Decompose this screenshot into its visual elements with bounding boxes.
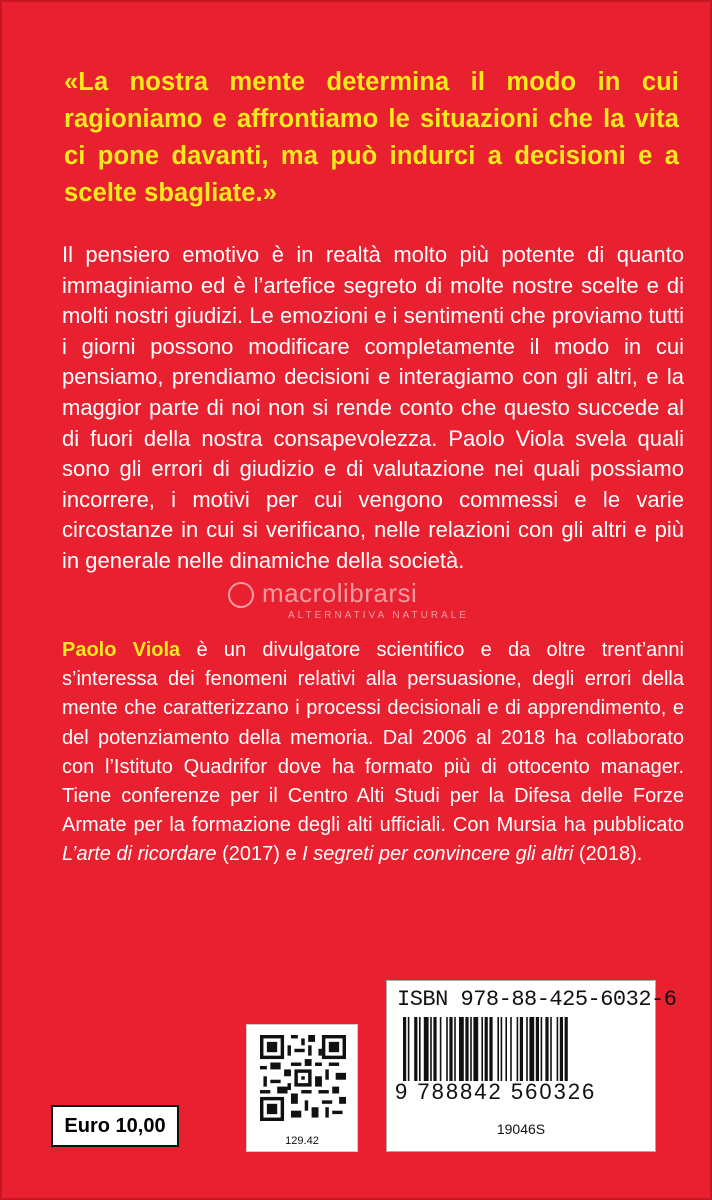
bio-text-3: (2018). <box>573 843 643 866</box>
description-text: Il pensiero emotivo è in realtà molto più potente di quanto immaginiamo ed è l’artefice segreto di molte nostre scelte e di molti nostri giudizi. Le emozioni e i sentimenti che proviamo tutti i giorni possono modificare completamente il modo in cui pensiamo, prendiamo decisioni e interagiamo con gli altri, e la maggior parte di noi non si rende conto che questo succede al di fuori della nostra consapevolezza. Paolo Viola svela quali sono gli errori di giudizio e di valutazione nei quali possiamo incorrere, i motivi per cui vengono commessi e le varie circostanze in cui si verificano, nelle relazioni con gli altri e più in generale nelle dinamiche della società. <box>62 242 684 573</box>
book-title-1: L’arte di ricordare <box>62 843 217 866</box>
watermark-logo-icon <box>228 582 254 608</box>
author-name: Paolo Viola <box>62 639 181 661</box>
isbn-text: ISBN 978-88-425-6032-6 <box>397 987 677 1012</box>
price-label: Euro 10,00 <box>51 1105 179 1147</box>
book-code: 19046S <box>496 1121 546 1137</box>
watermark-main-text: macrolibrarsi <box>262 578 418 608</box>
watermark-subtext: ALTERNATIVA NATURALE <box>288 610 469 621</box>
qr-code-label: 129.42 <box>285 1135 319 1147</box>
qr-code-icon <box>260 1035 346 1121</box>
watermark <box>228 578 508 624</box>
pull-quote: «La nostra mente determina il modo in cui ragioniamo e affrontiamo le situazioni che la vita ci pone davanti, ma può indurci a decisioni e a scelte sbagliate.» <box>64 68 679 207</box>
ean-digits: 9 788842 560326 <box>395 1079 597 1104</box>
barcode-icon <box>403 1017 641 1081</box>
isbn-barcode-box <box>386 980 677 1152</box>
author-bio <box>62 636 684 870</box>
qr-code-box <box>246 1024 358 1152</box>
book-title-2: I segreti per convincere gli altri <box>302 843 574 866</box>
bio-text-2: (2017) e <box>216 843 303 866</box>
bio-text-1: è un divulgatore scientifico e da oltre trent’anni s’interessa dei fenomeni relativi alla persuasione, degli errori della mente che caratterizzano i processi decisionali e di apprendimento, e del potenziamento della memoria. Dal 2006 al 2018 ha collaborato con l’Istituto Quadrifor dove ha formato più di ottocento manager. Tiene conferenze per il Centro Alti Studi per la Difesa delle Forze Armate per la formazione degli alti ufficiali. Con Mursia ha pubblicato <box>62 639 684 837</box>
